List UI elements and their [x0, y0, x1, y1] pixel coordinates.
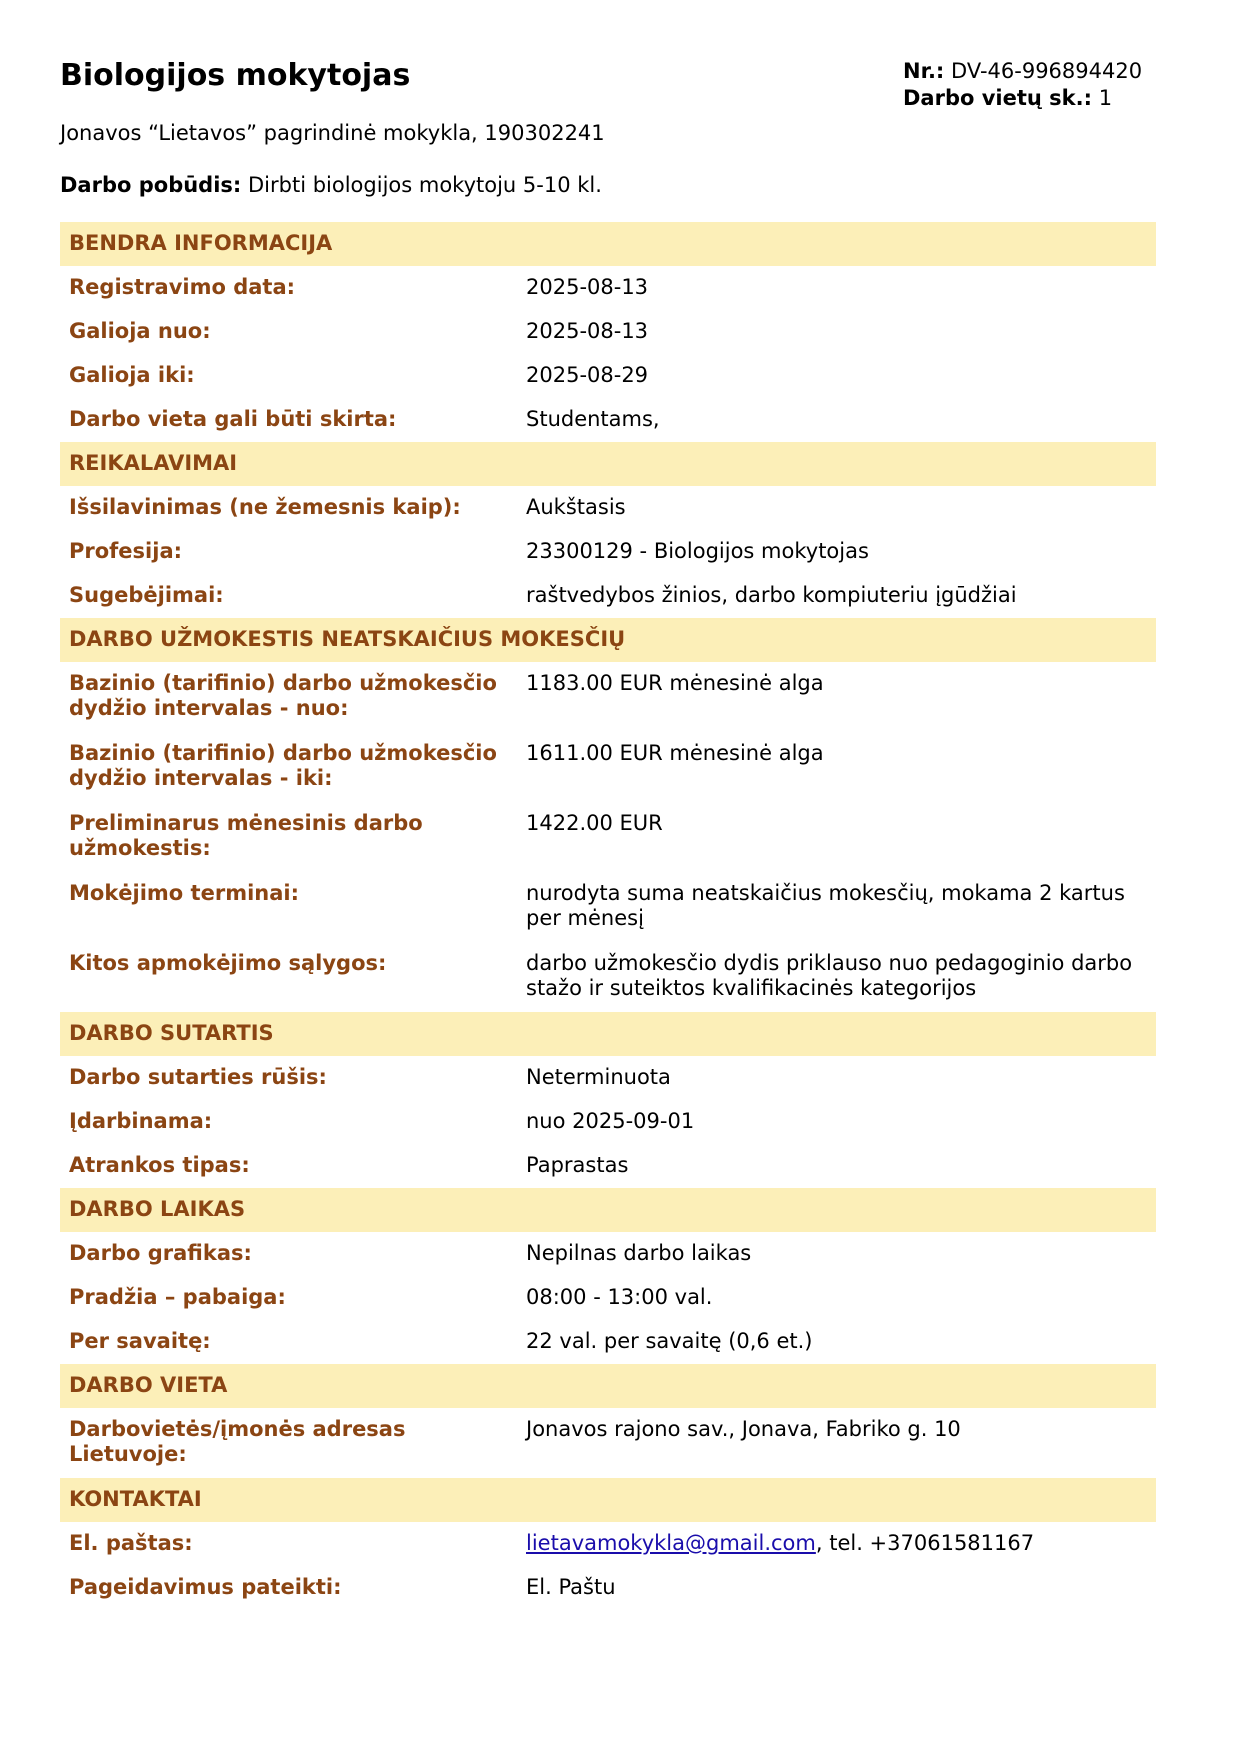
job-nature: [60, 173, 602, 197]
table-row: [60, 1232, 1156, 1276]
row-value: raštvedybos žinios, darbo kompiuteriu įgūdžiai: [526, 583, 1017, 607]
places-count-label: Darbo vietų sk.:: [903, 86, 1092, 110]
section-heading-workplace: DARBO VIETA: [60, 1364, 1156, 1408]
table-row: [60, 1144, 1156, 1188]
row-value: 1611.00 EUR mėnesinė alga: [526, 741, 824, 765]
table-row: [60, 266, 1156, 310]
page-title: Biologijos mokytojas: [60, 58, 411, 93]
table-row: [60, 354, 1156, 398]
table-row: [60, 732, 1156, 802]
table-row: [60, 398, 1156, 442]
row-value: Neterminuota: [526, 1065, 671, 1089]
row-value: Jonavos rajono sav., Jonava, Fabriko g. 10: [526, 1417, 961, 1441]
table-row: [60, 942, 1156, 1012]
row-label: Per savaitę:: [69, 1329, 211, 1353]
table-row: [60, 872, 1156, 942]
places-count-value: 1: [1098, 86, 1113, 110]
table-row: [60, 802, 1156, 872]
row-value: 2025-08-29: [526, 363, 649, 387]
row-label: Darbovietės/įmonės adresas Lietuvoje:: [69, 1417, 406, 1466]
row-label: Darbo sutarties rūšis:: [69, 1065, 327, 1089]
table-row: [60, 1566, 1156, 1610]
row-value: nurodyta suma neatskaičius mokesčių, mokama 2 kartus per mėnesį: [526, 881, 1125, 930]
row-label: Pradžia – pabaiga:: [69, 1285, 286, 1309]
row-label: Galioja iki:: [69, 363, 195, 387]
phone-text: , tel. +37061581167: [815, 1531, 1035, 1555]
table-row: [60, 574, 1156, 618]
row-label: Galioja nuo:: [69, 319, 211, 343]
table-row: [60, 1056, 1156, 1100]
job-nature-value: Dirbti biologijos mokytoju 5-10 kl.: [248, 173, 602, 197]
job-nature-label: Darbo pobūdis:: [60, 173, 242, 197]
row-label: Preliminarus mėnesinis darbo užmokestis:: [69, 811, 423, 860]
posting-number-value: DV-46-996894420: [951, 59, 1143, 83]
row-label: Bazinio (tarifinio) darbo užmokesčio dydžio intervalas - iki:: [69, 741, 497, 790]
section-heading-requirements: REIKALAVIMAI: [60, 442, 1156, 486]
row-value: Aukštasis: [526, 495, 626, 519]
submit-value: El. Paštu: [526, 1575, 616, 1599]
row-label: Bazinio (tarifinio) darbo užmokesčio dydžio intervalas - nuo:: [69, 671, 497, 720]
row-value: darbo užmokesčio dydis priklauso nuo pedagoginio darbo stažo ir suteiktos kvalifikacinės kategorijos: [526, 951, 1133, 1000]
row-value: 1183.00 EUR mėnesinė alga: [526, 671, 824, 695]
posting-number: [903, 58, 1142, 85]
section-heading-contacts: KONTAKTAI: [60, 1478, 1156, 1522]
row-value: 22 val. per savaitę (0,6 et.): [526, 1329, 813, 1353]
row-label: Registravimo data:: [69, 275, 296, 299]
row-label: Darbo vieta gali būti skirta:: [69, 407, 397, 431]
table-row: [60, 1100, 1156, 1144]
row-label: Išsilavinimas (ne žemesnis kaip):: [69, 495, 461, 519]
table-row: [60, 662, 1156, 732]
table-row: [60, 1522, 1156, 1566]
section-heading-salary: DARBO UŽMOKESTIS NEATSKAIČIUS MOKESČIŲ: [60, 618, 1156, 662]
row-value: 1422.00 EUR: [526, 811, 663, 835]
details-table: [60, 222, 1156, 1610]
row-label: Atrankos tipas:: [69, 1153, 250, 1177]
row-value: 2025-08-13: [526, 275, 649, 299]
row-value: 2025-08-13: [526, 319, 649, 343]
row-value: Nepilnas darbo laikas: [526, 1241, 752, 1265]
posting-number-label: Nr.:: [903, 59, 945, 83]
section-heading-worktime: DARBO LAIKAS: [60, 1188, 1156, 1232]
email-link[interactable]: lietavamokykla@gmail.com: [526, 1531, 816, 1555]
table-row: [60, 530, 1156, 574]
table-row: [60, 310, 1156, 354]
reference-block: [903, 58, 1142, 112]
row-label: Kitos apmokėjimo sąlygos:: [69, 951, 387, 975]
row-value: 08:00 - 13:00 val.: [526, 1285, 713, 1309]
email-value: [526, 1531, 1156, 1566]
row-label: Darbo grafikas:: [69, 1241, 252, 1265]
section-heading-general: BENDRA INFORMACIJA: [60, 222, 1156, 266]
table-row: [60, 1276, 1156, 1320]
row-label: Įdarbinama:: [69, 1109, 213, 1133]
table-row: [60, 1408, 1156, 1478]
email-label: El. paštas:: [69, 1531, 193, 1555]
row-label: Sugebėjimai:: [69, 583, 224, 607]
table-row: [60, 486, 1156, 530]
places-count: [903, 85, 1142, 112]
row-label: Mokėjimo terminai:: [69, 881, 299, 905]
row-value: Paprastas: [526, 1153, 629, 1177]
row-value: nuo 2025-09-01: [526, 1109, 695, 1133]
row-value: Studentams,: [526, 407, 660, 431]
row-label: Profesija:: [69, 539, 183, 563]
row-value: 23300129 - Biologijos mokytojas: [526, 539, 869, 563]
table-row: [60, 1320, 1156, 1364]
submit-label: Pageidavimus pateikti:: [69, 1575, 342, 1599]
employer-name: Jonavos “Lietavos” pagrindinė mokykla, 190302241: [60, 121, 605, 145]
section-heading-contract: DARBO SUTARTIS: [60, 1012, 1156, 1056]
